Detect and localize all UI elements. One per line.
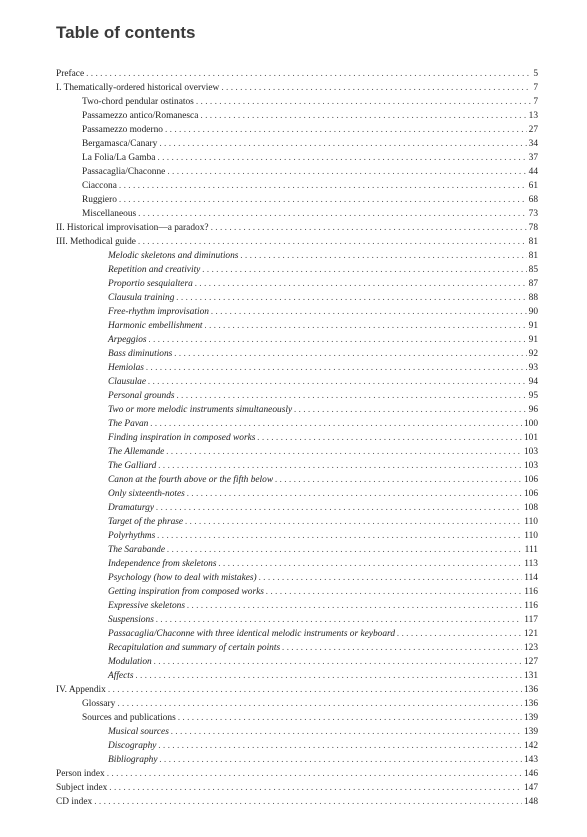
toc-entry-page-number: 103 [523,461,538,471]
toc-entry-title: Glossary [82,699,116,709]
toc-entry[interactable] [56,207,538,221]
toc-entry-title: Independence from skeletons [108,559,217,569]
dot-leader [259,571,523,585]
toc-entry-title: Musical sources [108,727,169,737]
toc-entry[interactable] [56,501,538,515]
dot-leader [171,725,522,739]
toc-entry[interactable] [56,389,538,403]
toc-entry-title: The Galliard [108,461,157,471]
toc-entry[interactable] [56,487,538,501]
toc-entry-title: Passamezzo moderno [82,125,163,135]
toc-entry-page-number: 78 [528,223,538,233]
dot-leader [119,193,527,207]
toc-entry-title: Canon at the fourth above or the fifth below [108,475,274,485]
toc-entry-page-number: 85 [528,265,538,275]
dot-leader [187,487,522,501]
toc-entry[interactable] [56,291,538,305]
toc-entry-page-number: 34 [528,139,538,149]
toc-entry[interactable] [56,795,538,809]
dot-leader [185,515,522,529]
toc-entry[interactable] [56,585,538,599]
toc-entry-page-number: 113 [524,559,538,569]
toc-entry[interactable] [56,767,538,781]
toc-entry[interactable] [56,179,538,193]
toc-entry[interactable] [56,249,538,263]
toc-entry[interactable] [56,753,538,767]
toc-entry[interactable] [56,725,538,739]
toc-entry[interactable] [56,95,538,109]
toc-entry[interactable] [56,221,538,235]
dot-leader [138,207,526,221]
toc-entry-page-number: 95 [528,391,538,401]
toc-entry-page-number: 148 [523,797,538,807]
toc-entry-title: CD index [56,797,93,807]
toc-entry-title: Two or more melodic instruments simultaneously [108,405,293,415]
toc-entry[interactable] [56,543,538,557]
toc-entry-page-number: 136 [523,685,538,695]
toc-entry-page-number: 91 [528,335,538,345]
dot-leader [294,403,527,417]
toc-entry-title: Bass diminutions [108,349,173,359]
dot-leader [167,165,526,179]
toc-entry-title: IV. Appendix [56,685,106,695]
dot-leader [117,697,522,711]
toc-entry[interactable] [56,711,538,725]
dot-leader [158,459,522,473]
toc-entry[interactable] [56,263,538,277]
toc-entry[interactable] [56,109,538,123]
dot-leader [218,557,522,571]
toc-entry-page-number: 146 [523,769,538,779]
toc-entry-page-number: 37 [528,153,538,163]
toc-entry-page-number: 116 [524,601,538,611]
toc-entry-page-number: 106 [523,475,538,485]
toc-entry[interactable] [56,403,538,417]
toc-entry[interactable] [56,333,538,347]
toc-entry-page-number: 92 [528,349,538,359]
toc-entry-title: Repetition and creativity [108,265,201,275]
toc-entry[interactable] [56,151,538,165]
toc-entry-page-number: 106 [523,489,538,499]
toc-entry-title: Only sixteenth-notes [108,489,185,499]
dot-leader [275,473,522,487]
toc-entry[interactable] [56,123,538,137]
toc-entry-title: Psychology (how to deal with mistakes) [108,573,257,583]
dot-leader [157,151,526,165]
toc-entry[interactable] [56,781,538,795]
toc-entry-title: Miscellaneous [82,209,137,219]
toc-entry-title: Preface [56,69,85,79]
dot-leader [165,123,527,137]
dot-leader [202,263,526,277]
toc-entry[interactable] [56,361,538,375]
toc-entry-page-number: 100 [523,419,538,429]
toc-entry-page-number: 127 [523,657,538,667]
toc-entry-title: Sources and publications [82,713,176,723]
dot-leader [149,333,527,347]
toc-entry-page-number: 101 [523,433,538,443]
dot-leader [150,417,522,431]
dot-leader [157,529,522,543]
dot-leader [148,375,527,389]
dot-leader [178,711,522,725]
toc-entry-page-number: 147 [523,783,538,793]
toc-entry-title: Harmonic embellishment [108,321,203,331]
toc-entry-page-number: 111 [524,545,538,555]
dot-leader [159,137,526,151]
toc-entry[interactable] [56,739,538,753]
toc-entry-page-number: 90 [528,307,538,317]
toc-entry-page-number: 117 [524,615,538,625]
toc-entry-page-number: 96 [528,405,538,415]
toc-entry-title: Clausulae [108,377,147,387]
toc-entry-title: The Pavan [108,419,149,429]
toc-entry[interactable] [56,641,538,655]
dot-leader [187,599,522,613]
toc-entry-title: Getting inspiration from composed works [108,587,264,597]
toc-entry-title: The Allemande [108,447,165,457]
toc-entry[interactable] [56,305,538,319]
dot-leader [108,683,522,697]
toc-entry-title: II. Historical improvisation—a paradox? [56,223,209,233]
toc-entry-page-number: 123 [523,643,538,653]
toc-entry[interactable] [56,529,538,543]
dot-leader [167,543,523,557]
toc-entry-title: Subject index [56,783,108,793]
toc-entry[interactable] [56,473,538,487]
toc-entry-page-number: 68 [528,195,538,205]
toc-entry-title: Affects [108,671,134,681]
toc-entry[interactable] [56,571,538,585]
toc-entry-page-number: 81 [528,251,538,261]
dot-leader [211,305,527,319]
toc-entry-title: Passamezzo antico/Romanesca [82,111,199,121]
toc-entry[interactable] [56,67,538,81]
toc-entry-page-number: 5 [533,69,538,79]
toc-entry-page-number: 88 [528,293,538,303]
dot-leader [107,767,522,781]
dot-leader [211,221,527,235]
toc-entry-title: Modulation [108,657,152,667]
toc-entry-title: The Sarabande [108,545,166,555]
dot-leader [158,739,522,753]
toc-entry-title: Bergamasca/Canary [82,139,158,149]
toc-entry-page-number: 93 [528,363,538,373]
toc-entry-page-number: 103 [523,447,538,457]
dot-leader [176,291,526,305]
toc-entry-page-number: 94 [528,377,538,387]
toc-entry-title: La Folia/La Gamba [82,153,156,163]
toc-entry-title: Dramaturgy [108,503,155,513]
table-of-contents [56,67,538,809]
toc-entry-title: Two-chord pendular ostinatos [82,97,194,107]
toc-entry-page-number: 131 [523,671,538,681]
toc-entry-title: Bibliography [108,755,158,765]
toc-entry-page-number: 114 [524,573,538,583]
toc-entry-page-number: 136 [523,699,538,709]
dot-leader [94,795,522,809]
toc-entry[interactable] [56,319,538,333]
toc-entry-title: Personal grounds [108,391,175,401]
toc-entry-title: III. Methodical guide [56,237,136,247]
toc-entry-page-number: 7 [533,83,538,93]
toc-entry[interactable] [56,669,538,683]
toc-entry[interactable] [56,613,538,627]
toc-entry[interactable] [56,235,538,249]
toc-entry-title: Passacaglia/Chaconne with three identical melodic instruments or keyboard [108,629,396,639]
toc-entry[interactable] [56,417,538,431]
toc-entry-page-number: 7 [533,97,538,107]
toc-entry[interactable] [56,431,538,445]
toc-entry-title: Person index [56,769,105,779]
toc-entry[interactable] [56,599,538,613]
toc-entry[interactable] [56,193,538,207]
toc-entry[interactable] [56,683,538,697]
dot-leader [166,445,522,459]
toc-entry-page-number: 81 [528,237,538,247]
toc-entry-title: Arpeggios [108,335,147,345]
toc-entry-page-number: 121 [523,629,538,639]
toc-entry[interactable] [56,137,538,151]
toc-entry-page-number: 139 [523,727,538,737]
toc-entry-title: Finding inspiration in composed works [108,433,256,443]
toc-entry[interactable] [56,557,538,571]
toc-entry-page-number: 139 [523,713,538,723]
toc-entry-page-number: 143 [523,755,538,765]
dot-leader [136,669,522,683]
dot-leader [174,347,526,361]
dot-leader [177,389,527,403]
page-title: Table of contents [56,23,196,42]
dot-leader [221,81,531,95]
toc-entry-title: Hemiolas [108,363,144,373]
toc-entry-title: Suspensions [108,615,154,625]
toc-entry-page-number: 87 [528,279,538,289]
dot-leader [154,655,522,669]
toc-entry[interactable] [56,515,538,529]
toc-entry-title: Clausula training [108,293,175,303]
toc-entry-title: Polyrhythms [108,531,156,541]
toc-entry-title: Free-rhythm improvisation [108,307,209,317]
toc-entry[interactable] [56,277,538,291]
toc-entry-title: Recapitulation and summary of certain points [108,643,281,653]
toc-entry-page-number: 61 [528,181,538,191]
toc-entry-page-number: 108 [523,503,538,513]
dot-leader [257,431,522,445]
dot-leader [156,501,522,515]
toc-entry[interactable] [56,347,538,361]
dot-leader [156,613,522,627]
dot-leader [282,641,522,655]
dot-leader [205,319,527,333]
toc-entry[interactable] [56,81,538,95]
toc-entry[interactable] [56,697,538,711]
toc-entry-title: Discography [108,741,157,751]
toc-entry-title: Target of the phrase [108,517,184,527]
toc-entry-page-number: 110 [524,531,538,541]
toc-entry-title: Passacaglia/Chaconne [82,167,166,177]
dot-leader [397,627,522,641]
dot-leader [119,179,527,193]
dot-leader [109,781,522,795]
toc-entry-title: I. Thematically-ordered historical overview [56,83,220,93]
toc-entry-title: Melodic skeletons and diminutions [108,251,239,261]
toc-entry-title: Proportio sesquialtera [108,279,193,289]
toc-entry[interactable] [56,165,538,179]
dot-leader [86,67,531,81]
toc-entry-title: Ciaccona [82,181,117,191]
dot-leader [195,277,527,291]
toc-entry[interactable] [56,375,538,389]
toc-entry-title: Expressive skeletons [108,601,185,611]
toc-entry[interactable] [56,627,538,641]
dot-leader [240,249,526,263]
dot-leader [159,753,521,767]
toc-entry-page-number: 44 [528,167,538,177]
toc-entry-page-number: 116 [524,587,538,597]
dot-leader [200,109,526,123]
dot-leader [138,235,527,249]
toc-entry-page-number: 27 [528,125,538,135]
dot-leader [146,361,527,375]
toc-entry[interactable] [56,655,538,669]
toc-entry-page-number: 142 [523,741,538,751]
toc-entry[interactable] [56,445,538,459]
toc-entry[interactable] [56,459,538,473]
dot-leader [266,585,522,599]
toc-entry-page-number: 73 [528,209,538,219]
dot-leader [196,95,531,109]
toc-entry-page-number: 110 [524,517,538,527]
toc-entry-page-number: 91 [528,321,538,331]
toc-entry-page-number: 13 [528,111,538,121]
toc-entry-title: Ruggiero [82,195,117,205]
